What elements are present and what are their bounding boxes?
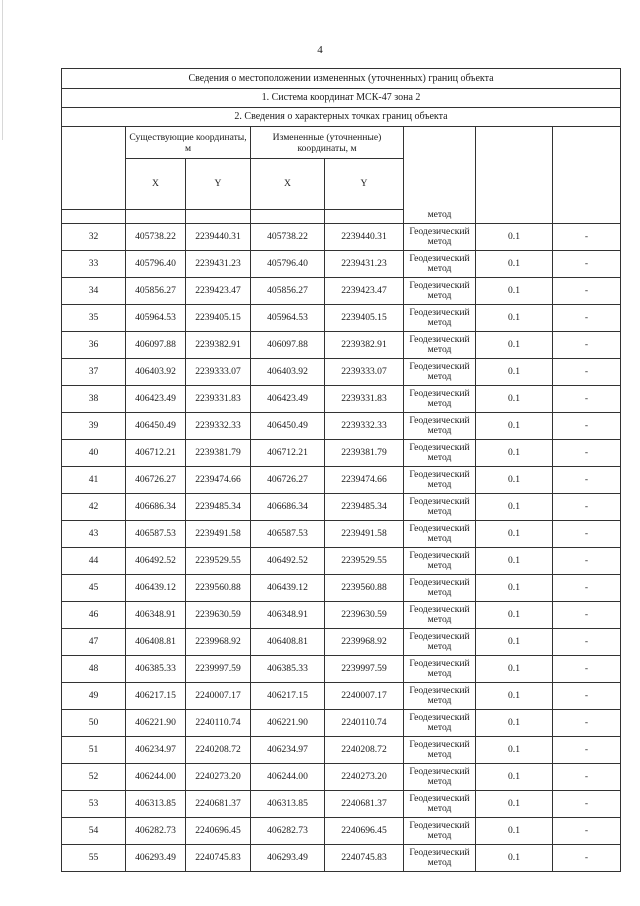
table-row	[62, 629, 621, 656]
cell-accuracy: 0.1	[476, 359, 553, 386]
cell-accuracy: 0.1	[476, 764, 553, 791]
cell-note: -	[553, 467, 621, 494]
cell-method: Геодезический метод	[404, 602, 476, 629]
cell-existing-x: 406712.21	[126, 440, 186, 467]
cell-note: -	[553, 737, 621, 764]
cell-point-number: 42	[62, 494, 126, 521]
cell-existing-x: 406726.27	[126, 467, 186, 494]
cell-existing-y: 2239331.83	[186, 386, 251, 413]
cell-accuracy: 0.1	[476, 467, 553, 494]
cell-note: -	[553, 602, 621, 629]
cell-note: -	[553, 656, 621, 683]
scan-edge-line	[2, 0, 3, 140]
cell-existing-x: 406686.34	[126, 494, 186, 521]
cell-method: Геодезический метод	[404, 710, 476, 737]
tail-cell	[186, 210, 251, 224]
cell-accuracy: 0.1	[476, 656, 553, 683]
table-row	[62, 359, 621, 386]
cell-existing-y: 2239968.92	[186, 629, 251, 656]
cell-existing-x: 406439.12	[126, 575, 186, 602]
cell-method: Геодезический метод	[404, 440, 476, 467]
cell-existing-y: 2239333.07	[186, 359, 251, 386]
cell-changed-x: 406313.85	[251, 791, 325, 818]
cell-changed-x: 406293.49	[251, 845, 325, 872]
cell-existing-x: 405964.53	[126, 305, 186, 332]
cell-changed-x: 405796.40	[251, 251, 325, 278]
cell-method: Геодезический метод	[404, 656, 476, 683]
cell-accuracy: 0.1	[476, 818, 553, 845]
table-row	[62, 278, 621, 305]
cell-changed-y: 2239485.34	[325, 494, 404, 521]
cell-existing-y: 2239630.59	[186, 602, 251, 629]
cell-method: Геодезический метод	[404, 413, 476, 440]
changed-x-header: X	[251, 159, 325, 210]
cell-point-number: 44	[62, 548, 126, 575]
cell-point-number: 36	[62, 332, 126, 359]
cell-changed-y: 2240696.45	[325, 818, 404, 845]
cell-point-number: 52	[62, 764, 126, 791]
cell-accuracy: 0.1	[476, 224, 553, 251]
cell-existing-x: 406244.00	[126, 764, 186, 791]
cell-accuracy: 0.1	[476, 602, 553, 629]
cell-method: Геодезический метод	[404, 764, 476, 791]
cell-changed-y: 2239333.07	[325, 359, 404, 386]
table-row	[62, 764, 621, 791]
cell-existing-y: 2240110.74	[186, 710, 251, 737]
cell-existing-y: 2239382.91	[186, 332, 251, 359]
cell-method: Геодезический метод	[404, 278, 476, 305]
cell-existing-x: 405856.27	[126, 278, 186, 305]
accuracy-header	[476, 127, 553, 224]
cell-point-number: 55	[62, 845, 126, 872]
changed-coords-header: Измененные (уточненные) координаты, м	[251, 127, 404, 159]
cell-point-number: 34	[62, 278, 126, 305]
cell-note: -	[553, 251, 621, 278]
cell-changed-x: 406244.00	[251, 764, 325, 791]
cell-accuracy: 0.1	[476, 386, 553, 413]
cell-method: Геодезический метод	[404, 332, 476, 359]
cell-changed-y: 2239381.79	[325, 440, 404, 467]
table-row	[62, 413, 621, 440]
cell-note: -	[553, 683, 621, 710]
table-row	[62, 440, 621, 467]
cell-existing-x: 405796.40	[126, 251, 186, 278]
cell-note: -	[553, 359, 621, 386]
cell-note: -	[553, 521, 621, 548]
cell-method: Геодезический метод	[404, 305, 476, 332]
cell-existing-x: 406408.81	[126, 629, 186, 656]
cell-changed-y: 2240007.17	[325, 683, 404, 710]
cell-changed-x: 406408.81	[251, 629, 325, 656]
table-row	[62, 521, 621, 548]
cell-note: -	[553, 440, 621, 467]
cell-existing-y: 2239560.88	[186, 575, 251, 602]
cell-changed-y: 2240110.74	[325, 710, 404, 737]
table-row	[62, 494, 621, 521]
table-row	[62, 332, 621, 359]
cell-accuracy: 0.1	[476, 737, 553, 764]
cell-existing-y: 2239529.55	[186, 548, 251, 575]
cell-accuracy: 0.1	[476, 494, 553, 521]
cell-existing-y: 2239485.34	[186, 494, 251, 521]
tail-cell	[126, 210, 186, 224]
cell-changed-x: 406439.12	[251, 575, 325, 602]
cell-changed-x: 406686.34	[251, 494, 325, 521]
cell-accuracy: 0.1	[476, 791, 553, 818]
table-row	[62, 251, 621, 278]
cell-changed-x: 405738.22	[251, 224, 325, 251]
cell-existing-y: 2240681.37	[186, 791, 251, 818]
point-number-header	[62, 127, 126, 210]
cell-existing-x: 406385.33	[126, 656, 186, 683]
cell-note: -	[553, 278, 621, 305]
table-row	[62, 575, 621, 602]
cell-accuracy: 0.1	[476, 521, 553, 548]
cell-changed-y: 2239474.66	[325, 467, 404, 494]
cell-existing-x: 405738.22	[126, 224, 186, 251]
cell-changed-x: 406450.49	[251, 413, 325, 440]
cell-changed-x: 406234.97	[251, 737, 325, 764]
cell-method: Геодезический метод	[404, 224, 476, 251]
cell-note: -	[553, 548, 621, 575]
cell-changed-y: 2239997.59	[325, 656, 404, 683]
tail-cell	[325, 210, 404, 224]
cell-existing-x: 406234.97	[126, 737, 186, 764]
cell-accuracy: 0.1	[476, 629, 553, 656]
method-header	[404, 127, 476, 224]
cell-method: Геодезический метод	[404, 386, 476, 413]
cell-point-number: 41	[62, 467, 126, 494]
cell-note: -	[553, 332, 621, 359]
cell-changed-x: 406587.53	[251, 521, 325, 548]
tail-cell	[62, 210, 126, 224]
cell-changed-x: 406282.73	[251, 818, 325, 845]
cell-existing-y: 2240208.72	[186, 737, 251, 764]
cell-method: Геодезический метод	[404, 737, 476, 764]
cell-changed-x: 406712.21	[251, 440, 325, 467]
cell-note: -	[553, 413, 621, 440]
cell-method: Геодезический метод	[404, 494, 476, 521]
points-section-title: 2. Сведения о характерных точках границ объекта	[62, 108, 621, 127]
coordinate-system-title: 1. Система координат МСК-47 зона 2	[62, 89, 621, 108]
cell-accuracy: 0.1	[476, 278, 553, 305]
table-row	[62, 548, 621, 575]
cell-changed-y: 2239405.15	[325, 305, 404, 332]
section-title: Сведения о местоположении измененных (уточненных) границ объекта	[62, 69, 621, 89]
cell-point-number: 53	[62, 791, 126, 818]
note-header	[553, 127, 621, 224]
cell-point-number: 48	[62, 656, 126, 683]
cell-point-number: 35	[62, 305, 126, 332]
table-row	[62, 386, 621, 413]
table-row	[62, 656, 621, 683]
cell-changed-x: 405856.27	[251, 278, 325, 305]
cell-changed-y: 2239560.88	[325, 575, 404, 602]
cell-changed-y: 2239491.58	[325, 521, 404, 548]
cell-method: Геодезический метод	[404, 818, 476, 845]
cell-existing-y: 2239491.58	[186, 521, 251, 548]
cell-note: -	[553, 710, 621, 737]
cell-existing-x: 406221.90	[126, 710, 186, 737]
cell-existing-x: 406403.92	[126, 359, 186, 386]
cell-existing-y: 2239431.23	[186, 251, 251, 278]
cell-changed-y: 2239423.47	[325, 278, 404, 305]
cell-point-number: 38	[62, 386, 126, 413]
cell-accuracy: 0.1	[476, 251, 553, 278]
cell-changed-y: 2239968.92	[325, 629, 404, 656]
table-row	[62, 818, 621, 845]
cell-changed-y: 2240745.83	[325, 845, 404, 872]
table-row	[62, 467, 621, 494]
cell-method: Геодезический метод	[404, 521, 476, 548]
cell-point-number: 37	[62, 359, 126, 386]
cell-changed-x: 406423.49	[251, 386, 325, 413]
method-header-tail: метод	[427, 209, 452, 220]
boundary-points-table	[61, 68, 621, 872]
cell-note: -	[553, 386, 621, 413]
cell-changed-x: 406403.92	[251, 359, 325, 386]
cell-changed-x: 406221.90	[251, 710, 325, 737]
cell-existing-x: 406293.49	[126, 845, 186, 872]
cell-existing-x: 406587.53	[126, 521, 186, 548]
cell-note: -	[553, 305, 621, 332]
cell-method: Геодезический метод	[404, 629, 476, 656]
cell-changed-x: 406385.33	[251, 656, 325, 683]
cell-point-number: 51	[62, 737, 126, 764]
table-row	[62, 737, 621, 764]
table-row	[62, 683, 621, 710]
cell-changed-y: 2240273.20	[325, 764, 404, 791]
cell-changed-y: 2239440.31	[325, 224, 404, 251]
cell-note: -	[553, 791, 621, 818]
cell-method: Геодезический метод	[404, 575, 476, 602]
existing-coords-header: Существующие координаты, м	[126, 127, 251, 159]
cell-changed-x: 406492.52	[251, 548, 325, 575]
cell-changed-y: 2240208.72	[325, 737, 404, 764]
cell-method: Геодезический метод	[404, 467, 476, 494]
cell-existing-y: 2239381.79	[186, 440, 251, 467]
cell-existing-x: 406313.85	[126, 791, 186, 818]
cell-method: Геодезический метод	[404, 548, 476, 575]
cell-existing-x: 406097.88	[126, 332, 186, 359]
cell-accuracy: 0.1	[476, 440, 553, 467]
table-row	[62, 791, 621, 818]
cell-existing-y: 2240007.17	[186, 683, 251, 710]
cell-changed-x: 405964.53	[251, 305, 325, 332]
cell-note: -	[553, 845, 621, 872]
cell-method: Геодезический метод	[404, 683, 476, 710]
cell-accuracy: 0.1	[476, 845, 553, 872]
cell-method: Геодезический метод	[404, 251, 476, 278]
table-row	[62, 602, 621, 629]
cell-method: Геодезический метод	[404, 359, 476, 386]
cell-existing-y: 2240745.83	[186, 845, 251, 872]
cell-accuracy: 0.1	[476, 683, 553, 710]
cell-point-number: 49	[62, 683, 126, 710]
cell-changed-y: 2239382.91	[325, 332, 404, 359]
cell-changed-x: 406217.15	[251, 683, 325, 710]
cell-accuracy: 0.1	[476, 575, 553, 602]
existing-y-header: Y	[186, 159, 251, 210]
table-row	[62, 224, 621, 251]
cell-accuracy: 0.1	[476, 305, 553, 332]
cell-changed-x: 406348.91	[251, 602, 325, 629]
cell-note: -	[553, 629, 621, 656]
cell-accuracy: 0.1	[476, 548, 553, 575]
cell-note: -	[553, 575, 621, 602]
cell-point-number: 32	[62, 224, 126, 251]
changed-y-header: Y	[325, 159, 404, 210]
cell-point-number: 40	[62, 440, 126, 467]
cell-existing-y: 2239997.59	[186, 656, 251, 683]
cell-point-number: 33	[62, 251, 126, 278]
page-number: 4	[317, 44, 323, 56]
cell-existing-x: 406423.49	[126, 386, 186, 413]
cell-existing-y: 2239440.31	[186, 224, 251, 251]
cell-point-number: 50	[62, 710, 126, 737]
cell-changed-y: 2239431.23	[325, 251, 404, 278]
cell-changed-y: 2240681.37	[325, 791, 404, 818]
tail-cell	[251, 210, 325, 224]
cell-point-number: 46	[62, 602, 126, 629]
cell-changed-y: 2239630.59	[325, 602, 404, 629]
table-row	[62, 710, 621, 737]
table-row	[62, 305, 621, 332]
cell-existing-y: 2239332.33	[186, 413, 251, 440]
cell-changed-y: 2239332.33	[325, 413, 404, 440]
cell-existing-x: 406492.52	[126, 548, 186, 575]
cell-point-number: 54	[62, 818, 126, 845]
existing-x-header: X	[126, 159, 186, 210]
cell-point-number: 47	[62, 629, 126, 656]
cell-note: -	[553, 764, 621, 791]
cell-note: -	[553, 494, 621, 521]
cell-changed-x: 406726.27	[251, 467, 325, 494]
cell-existing-y: 2239474.66	[186, 467, 251, 494]
cell-existing-x: 406282.73	[126, 818, 186, 845]
cell-existing-x: 406450.49	[126, 413, 186, 440]
cell-changed-y: 2239529.55	[325, 548, 404, 575]
cell-existing-y: 2240696.45	[186, 818, 251, 845]
cell-existing-y: 2239423.47	[186, 278, 251, 305]
cell-existing-x: 406348.91	[126, 602, 186, 629]
cell-existing-x: 406217.15	[126, 683, 186, 710]
cell-method: Геодезический метод	[404, 791, 476, 818]
cell-existing-y: 2239405.15	[186, 305, 251, 332]
cell-changed-y: 2239331.83	[325, 386, 404, 413]
cell-note: -	[553, 224, 621, 251]
cell-changed-x: 406097.88	[251, 332, 325, 359]
cell-accuracy: 0.1	[476, 710, 553, 737]
cell-point-number: 45	[62, 575, 126, 602]
cell-accuracy: 0.1	[476, 413, 553, 440]
cell-method: Геодезический метод	[404, 845, 476, 872]
cell-point-number: 39	[62, 413, 126, 440]
cell-accuracy: 0.1	[476, 332, 553, 359]
cell-note: -	[553, 818, 621, 845]
cell-point-number: 43	[62, 521, 126, 548]
table-row	[62, 845, 621, 872]
cell-existing-y: 2240273.20	[186, 764, 251, 791]
